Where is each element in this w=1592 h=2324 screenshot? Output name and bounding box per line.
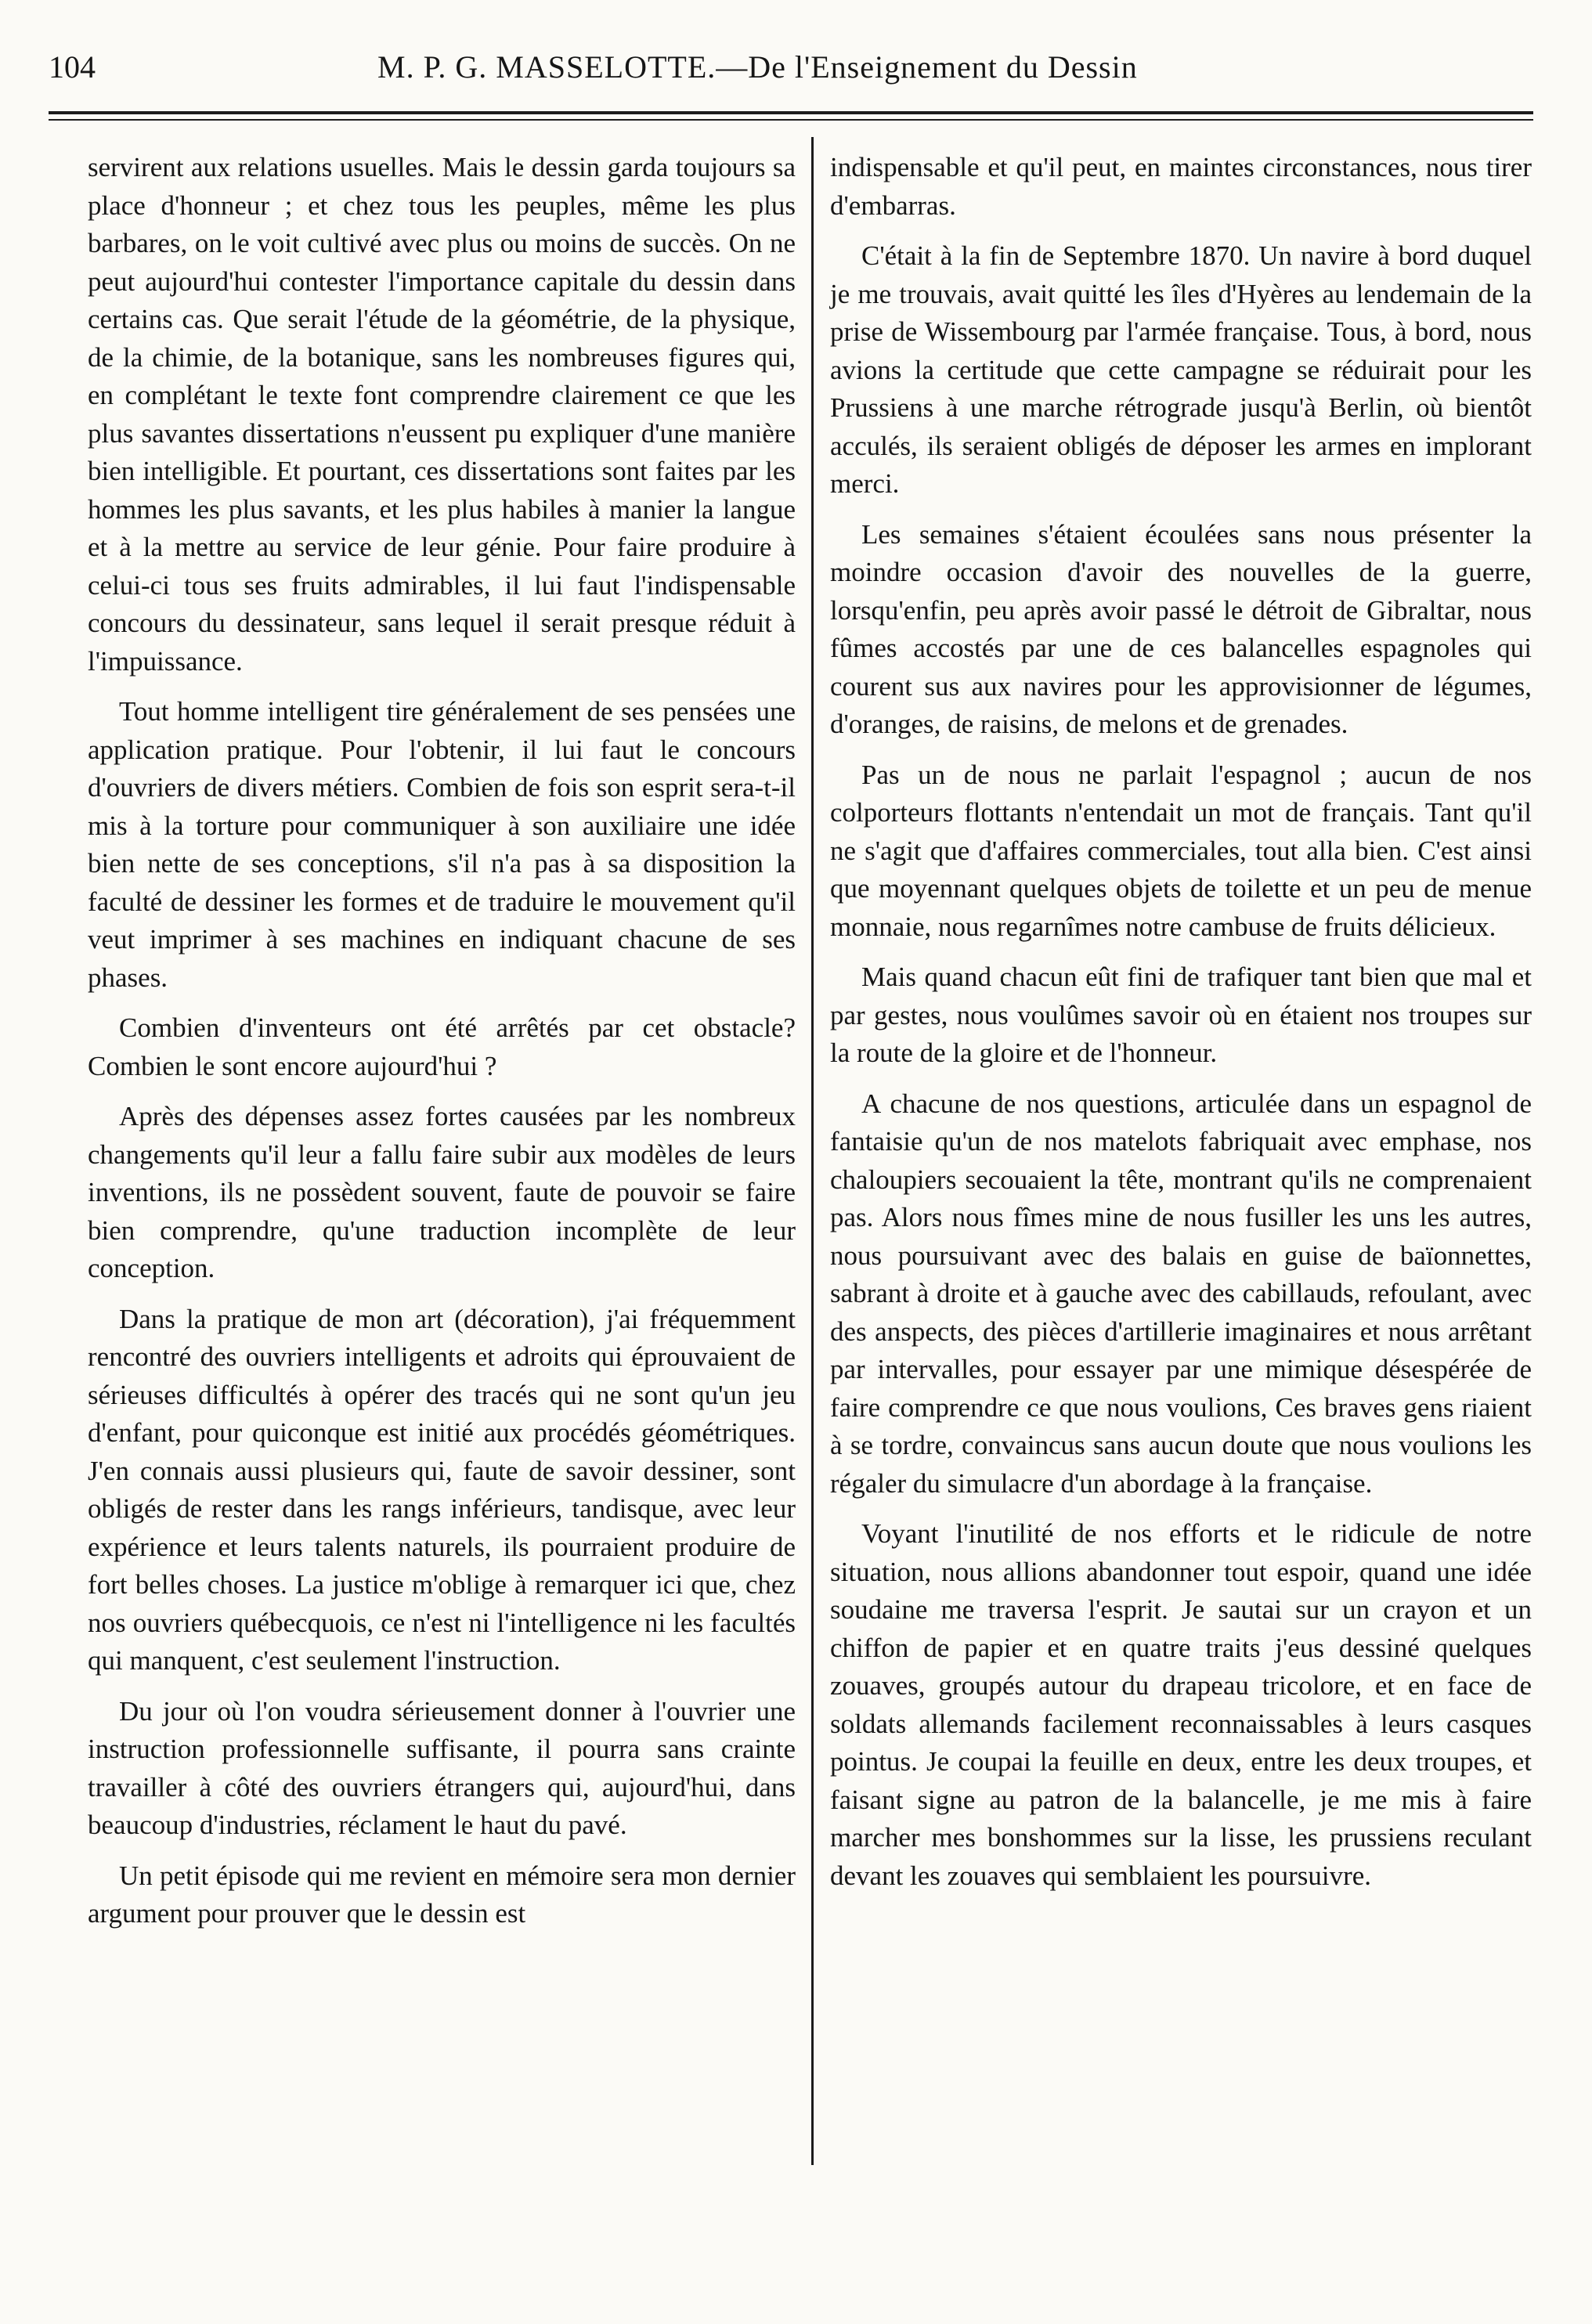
paragraph: Les semaines s'étaient écoulées sans nous présenter la moindre occasion d'avoir des nouvelles de la guerre, lorsqu'enfin, peu après avoir passé le détroit de Gibraltar, nous fûmes accostés par une de ces balancelles espagnoles qui courent sus aux navires pour les approvisionner de légumes, d'oranges, de raisins, de melons et de grenades. (830, 518, 1532, 739)
running-header (49, 41, 1533, 88)
paragraph: Mais quand chacun eût fini de trafiquer tant bien que mal et par gestes, nous voulûmes savoir où en étaient nos troupes sur la route de la gloire et de l'honneur. (830, 962, 1532, 1068)
paragraph: servirent aux relations usuelles. Mais le dessin garda toujours sa place d'honneur ; et chez tous les peuples, même les plus barbares, on le voit cultivé avec plus ou moins de succès. On ne peut aujourd'hui contester l'importance capitale du dessin dans certains cas. Que serait l'étude de la géométrie, de la physique, de la chimie, de la botanique, sans les nombreuses figures qui, en complétant le texte font comprendre clairement ce que les plus savantes dissertations n'eussent pu expliquer d'une manière bien intelligible. Et pourtant, ces dissertations sont faites par les hommes les plus savants, et les plus habiles à manier la langue et à la mettre au service de leur génie. Pour faire produire à celui-ci tous ses fruits admirables, il lui faut l'indispensable concours du dessinateur, sans lequel il serait presque réduit à l'impuissance. (88, 152, 796, 677)
header-rule-thin (49, 119, 1533, 121)
paragraph: Après des dépenses assez fortes causées par les nombreux changements qu'il leur a fallu faire subir aux modèles de leurs inventions, ils ne possèdent souvent, faute de pouvoir se faire bien comprendre, qu'une traduction incomplète de leur conception. (88, 1101, 796, 1283)
paragraph: Dans la pratique de mon art (décoration), j'ai fréquemment rencontré des ouvriers intelligents et adroits qui éprouvaient de sérieuses difficultés à opérer des tracés qui ne sont qu'un jeu d'enfant, pour quiconque est initié aux procédés géométriques. J'en connais aussi plusieurs qui, faute de savoir dessiner, sont obligés de rester dans les rangs inférieurs, tandisque, avec leur expérience et leurs talents naturels, ils pourraient produire de fort belles choses. La justice m'oblige à remarquer ici que, chez nos ouvriers québecquois, ce n'est ni l'intelligence ni les facultés qui manquent, c'est seulement l'instruction. (88, 1303, 796, 1676)
paragraph: Combien d'inventeurs ont été arrêtés par cet obstacle? Combien le sont encore aujourd'hui ? (88, 1012, 796, 1081)
paragraph: Voyant l'inutilité de nos efforts et le ridicule de notre situation, nous allions abandonner tout espoir, quand une idée soudaine me traversa l'esprit. Je sautai sur un crayon et un chiffon de papier et en quatre traits j'eus dessiné quelques zouaves, groupés autour du drapeau tricolore, et en face de soldats allemands facilement reconnaissables à leurs casques pointus. Je coupai la feuille en deux, entre les deux troupes, et faisant signe au patron de la balancelle, je me mis à faire marcher mes bonshommes sur la lisse, les prussiens reculant devant les zouaves qui semblaient les poursuivre. (830, 1518, 1532, 1891)
page-number: 104 (49, 49, 96, 85)
paragraph: Tout homme intelligent tire généralement de ses pensées une application pratique. Pour l'obtenir, il lui faut le concours d'ouvriers de divers métiers. Combien de fois son esprit sera-t-il mis à la torture pour communiquer à son auxiliaire une idée bien nette de ses conceptions, s'il n'a pas à sa disposition la faculté de dessiner les formes et de traduire le mouvement qu'il veut imprimer à ses machines en indiquant chacune de ses phases. (88, 696, 796, 993)
paragraph: Pas un de nous ne parlait l'espagnol ; aucun de nos colporteurs flottants n'entendait un mot de français. Tant qu'il ne s'agit que d'affaires commerciales, tout alla bien. C'est ainsi que moyennant quelques objets de toilette et un peu de menue monnaie, nous regarnîmes notre cambuse de fruits délicieux. (830, 759, 1532, 942)
running-title: M. P. G. MASSELOTTE.—De l'Enseignement du Dessin (377, 49, 1138, 85)
header-rule-thick (49, 111, 1533, 114)
paragraph: C'était à la fin de Septembre 1870. Un navire à bord duquel je me trouvais, avait quitté les îles d'Hyères au lendemain de la prise de Wissembourg par l'armée française. Tous, à bord, nous avions la certitude que cette campagne se réduirait pour les Prussiens à une marche rétrograde jusqu'à Berlin, où bientôt acculés, ils seraient obligés de déposer les armes en implorant merci. (830, 240, 1532, 499)
right-column (830, 149, 1532, 1907)
left-column (88, 149, 796, 1946)
paragraph: A chacune de nos questions, articulée dans un espagnol de fantaisie qu'un de nos matelots fabriquait avec emphase, nos chaloupiers secouaient la tête, montrant qu'ils ne comprenaient pas. Alors nous fîmes mine de nous fusiller les uns les autres, nous poursuivant avec des balais en guise de baïonnettes, sabrant à droite et à gauche avec des cabillauds, refoulant, avec des anspects, des pièces d'artillerie imaginaires et nous arrêtant par intervalles, pour essayer par une mimique désespérée de faire comprendre ce que nous voulions, Ces braves gens riaient à se tordre, convaincus sans aucun doute que nous voulions les régaler du simulacre d'un abordage à la française. (830, 1088, 1532, 1499)
column-divider (811, 137, 814, 2165)
paragraph: Un petit épisode qui me revient en mémoire sera mon dernier argument pour prouver que le dessin est (88, 1860, 796, 1929)
paragraph: Du jour où l'on voudra sérieusement donner à l'ouvrier une instruction professionnelle suffisante, il pourra sans crainte travailler à côté des ouvriers étrangers qui, aujourd'hui, dans beaucoup d'industries, réclament le haut du pavé. (88, 1695, 796, 1840)
paragraph: indispensable et qu'il peut, en maintes circonstances, nous tirer d'embarras. (830, 152, 1532, 221)
